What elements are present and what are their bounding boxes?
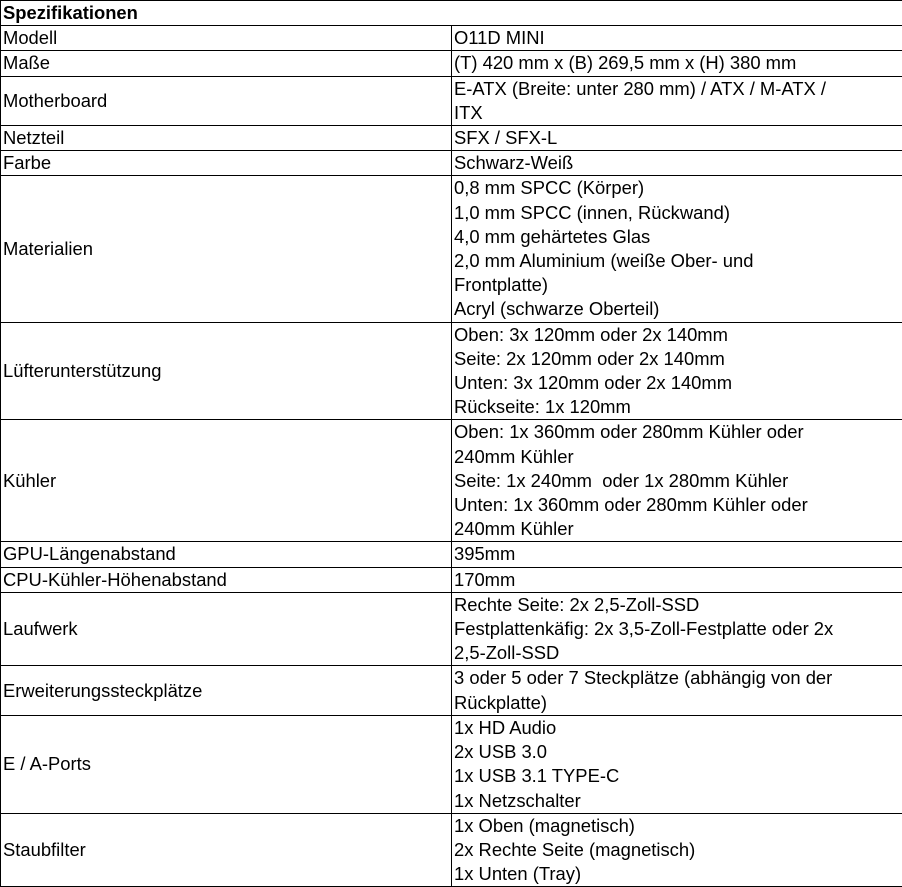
spec-label: Kühler bbox=[1, 420, 452, 542]
spec-value bbox=[452, 813, 902, 887]
spec-label: Erweiterungssteckplätze bbox=[1, 666, 452, 715]
spec-value-line: Festplattenkäfig: 2x 3,5-Zoll-Festplatte oder 2x bbox=[454, 617, 902, 641]
spec-value-line: SFX / SFX-L bbox=[454, 126, 902, 150]
spec-value bbox=[452, 420, 902, 542]
spec-value-line: 1x Unten (Tray) bbox=[454, 862, 902, 886]
spec-label: E / A-Ports bbox=[1, 715, 452, 813]
table-row bbox=[1, 715, 902, 813]
spec-value-line: 395mm bbox=[454, 542, 902, 566]
spec-value-line: 1x USB 3.1 TYPE-C bbox=[454, 764, 902, 788]
spec-value-line: 1x Oben (magnetisch) bbox=[454, 814, 902, 838]
table-row bbox=[1, 420, 902, 542]
spec-value-line: 1x HD Audio bbox=[454, 716, 902, 740]
spec-value-line: O11D MINI bbox=[454, 26, 902, 50]
spec-table-body bbox=[1, 1, 902, 887]
spec-value-line: 170mm bbox=[454, 568, 902, 592]
spec-value-line: 2x Rechte Seite (magnetisch) bbox=[454, 838, 902, 862]
table-row bbox=[1, 542, 902, 567]
spec-value bbox=[452, 26, 902, 51]
table-row bbox=[1, 666, 902, 715]
spec-label: GPU-Längenabstand bbox=[1, 542, 452, 567]
table-row bbox=[1, 76, 902, 125]
spec-value-line: Oben: 1x 360mm oder 280mm Kühler oder bbox=[454, 420, 902, 444]
spec-title: Spezifikationen bbox=[1, 1, 902, 26]
table-row bbox=[1, 26, 902, 51]
spec-value-line: 1,0 mm SPCC (innen, Rückwand) bbox=[454, 201, 902, 225]
spec-value bbox=[452, 322, 902, 420]
spec-value-line: Seite: 1x 240mm oder 1x 280mm Kühler bbox=[454, 469, 902, 493]
spec-value-line: Unten: 3x 120mm oder 2x 140mm bbox=[454, 371, 902, 395]
table-row bbox=[1, 151, 902, 176]
table-row bbox=[1, 126, 902, 151]
spec-label: Modell bbox=[1, 26, 452, 51]
spec-value-line: ITX bbox=[454, 101, 902, 125]
spec-label: Motherboard bbox=[1, 76, 452, 125]
table-row bbox=[1, 322, 902, 420]
table-row bbox=[1, 176, 902, 322]
spec-label: Farbe bbox=[1, 151, 452, 176]
spec-value-line: Seite: 2x 120mm oder 2x 140mm bbox=[454, 347, 902, 371]
spec-label: Staubfilter bbox=[1, 813, 452, 887]
spec-value-line: Oben: 3x 120mm oder 2x 140mm bbox=[454, 323, 902, 347]
spec-value-line: Schwarz-Weiß bbox=[454, 151, 902, 175]
spec-value-line: (T) 420 mm x (B) 269,5 mm x (H) 380 mm bbox=[454, 51, 902, 75]
spec-value-line: 3 oder 5 oder 7 Steckplätze (abhängig von der bbox=[454, 666, 902, 690]
spec-value bbox=[452, 542, 902, 567]
spec-value-line: Frontplatte) bbox=[454, 273, 902, 297]
table-row bbox=[1, 592, 902, 666]
spec-value bbox=[452, 76, 902, 125]
spec-value-line: 240mm Kühler bbox=[454, 445, 902, 469]
spec-value-line: Unten: 1x 360mm oder 280mm Kühler oder bbox=[454, 493, 902, 517]
spec-label: Laufwerk bbox=[1, 592, 452, 666]
spec-value bbox=[452, 666, 902, 715]
spec-label: Netzteil bbox=[1, 126, 452, 151]
table-row bbox=[1, 813, 902, 887]
spec-value-line: 1x Netzschalter bbox=[454, 789, 902, 813]
spec-value bbox=[452, 51, 902, 76]
table-row bbox=[1, 567, 902, 592]
spec-label: Maße bbox=[1, 51, 452, 76]
table-header-row bbox=[1, 1, 902, 26]
spec-value-line: 4,0 mm gehärtetes Glas bbox=[454, 225, 902, 249]
spec-value bbox=[452, 126, 902, 151]
spec-value-line: Rückseite: 1x 120mm bbox=[454, 395, 902, 419]
spec-value-line: 2,0 mm Aluminium (weiße Ober- und bbox=[454, 249, 902, 273]
spec-label: Lüfterunterstützung bbox=[1, 322, 452, 420]
spec-value bbox=[452, 592, 902, 666]
spec-label: Materialien bbox=[1, 176, 452, 322]
spec-value-line: 2,5-Zoll-SSD bbox=[454, 641, 902, 665]
spec-value-line: Rechte Seite: 2x 2,5-Zoll-SSD bbox=[454, 593, 902, 617]
spec-value-line: E-ATX (Breite: unter 280 mm) / ATX / M-ATX / bbox=[454, 77, 902, 101]
spec-value-line: Rückplatte) bbox=[454, 691, 902, 715]
spec-value bbox=[452, 176, 902, 322]
spec-value-line: 0,8 mm SPCC (Körper) bbox=[454, 176, 902, 200]
spec-value bbox=[452, 151, 902, 176]
table-row bbox=[1, 51, 902, 76]
spec-value-line: Acryl (schwarze Oberteil) bbox=[454, 297, 902, 321]
spec-value-line: 2x USB 3.0 bbox=[454, 740, 902, 764]
spec-value-line: 240mm Kühler bbox=[454, 517, 902, 541]
spec-label: CPU-Kühler-Höhenabstand bbox=[1, 567, 452, 592]
spec-value bbox=[452, 715, 902, 813]
spec-value bbox=[452, 567, 902, 592]
